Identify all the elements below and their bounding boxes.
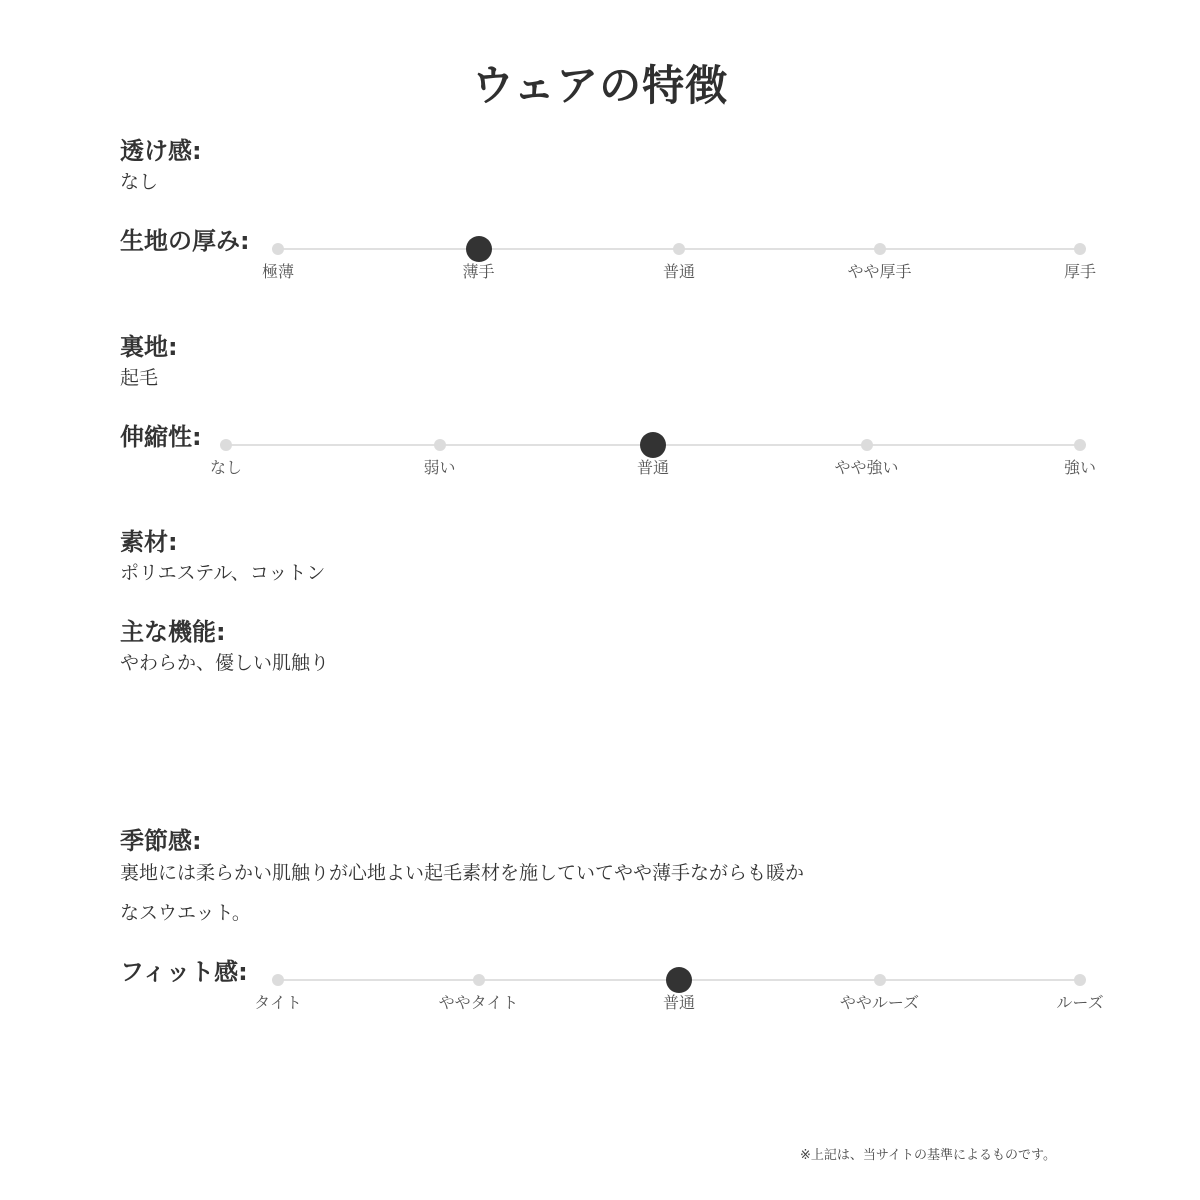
season-description-line-2: なスウエット。 [120, 902, 251, 924]
stretch-scale-label-3: 普通 [636, 458, 669, 477]
fit-scale-point-3-selected [666, 967, 692, 993]
thickness-scale-point-3 [673, 243, 685, 255]
sheer-value: なし [120, 171, 159, 193]
thickness-scale-point-4 [874, 243, 886, 255]
fit-scale-label-3: 普通 [662, 993, 695, 1012]
stretch-scale-point-2 [434, 439, 446, 451]
lining-label: 裏地: [120, 333, 178, 361]
thickness-scale-point-5 [1074, 243, 1086, 255]
stretch-scale-point-3-selected [640, 432, 666, 458]
thickness-scale-label-1: 極薄 [261, 262, 294, 281]
stretch-scale-label-1: なし [209, 458, 242, 477]
fit-scale-label-4: ややルーズ [839, 993, 920, 1012]
season-description-line-1: 裏地には柔らかい肌触りが心地よい起毛素材を施していてやや薄手ながらも暖か [120, 862, 805, 884]
fit-scale-label-5: ルーズ [1056, 993, 1104, 1012]
features-value: やわらか、優しい肌触り [120, 652, 330, 674]
thickness-scale [0, 249, 1200, 309]
fit-scale-point-4 [874, 974, 886, 986]
thickness-scale-point-1 [272, 243, 284, 255]
stretch-scale-label-2: 弱い [423, 458, 456, 477]
stretch-scale [0, 445, 1200, 505]
fit-scale [0, 980, 1200, 1040]
season-label: 季節感: [120, 827, 202, 855]
lining-value: 起毛 [120, 367, 159, 389]
thickness-scale-label-5: 厚手 [1063, 262, 1096, 281]
thickness-scale-point-2-selected [466, 236, 492, 262]
fit-label: フィット感: [120, 958, 248, 986]
stretch-scale-label-4: やや強い [834, 458, 899, 477]
fit-scale-point-5 [1074, 974, 1086, 986]
fit-scale-label-1: タイト [254, 993, 302, 1012]
footnote: ※上記は、当サイトの基準によるものです。 [800, 1148, 1056, 1163]
thickness-scale-label-4: やや厚手 [847, 262, 912, 281]
stretch-scale-point-5 [1074, 439, 1086, 451]
material-value: ポリエステル、コットン [120, 562, 326, 584]
stretch-scale-point-1 [220, 439, 232, 451]
thickness-scale-label-2: 薄手 [462, 262, 495, 281]
material-label: 素材: [120, 528, 178, 556]
stretch-scale-label-5: 強い [1063, 458, 1096, 477]
stretch-label: 伸縮性: [120, 423, 202, 451]
fit-scale-point-1 [272, 974, 284, 986]
fit-scale-point-2 [473, 974, 485, 986]
thickness-scale-label-3: 普通 [662, 262, 695, 281]
sheer-label: 透け感: [120, 137, 202, 165]
stretch-scale-point-4 [861, 439, 873, 451]
page-title: ウェアの特徴 [471, 61, 729, 110]
fit-scale-label-2: ややタイト [438, 993, 519, 1012]
thickness-label: 生地の厚み: [120, 227, 250, 255]
features-label: 主な機能: [120, 618, 226, 646]
